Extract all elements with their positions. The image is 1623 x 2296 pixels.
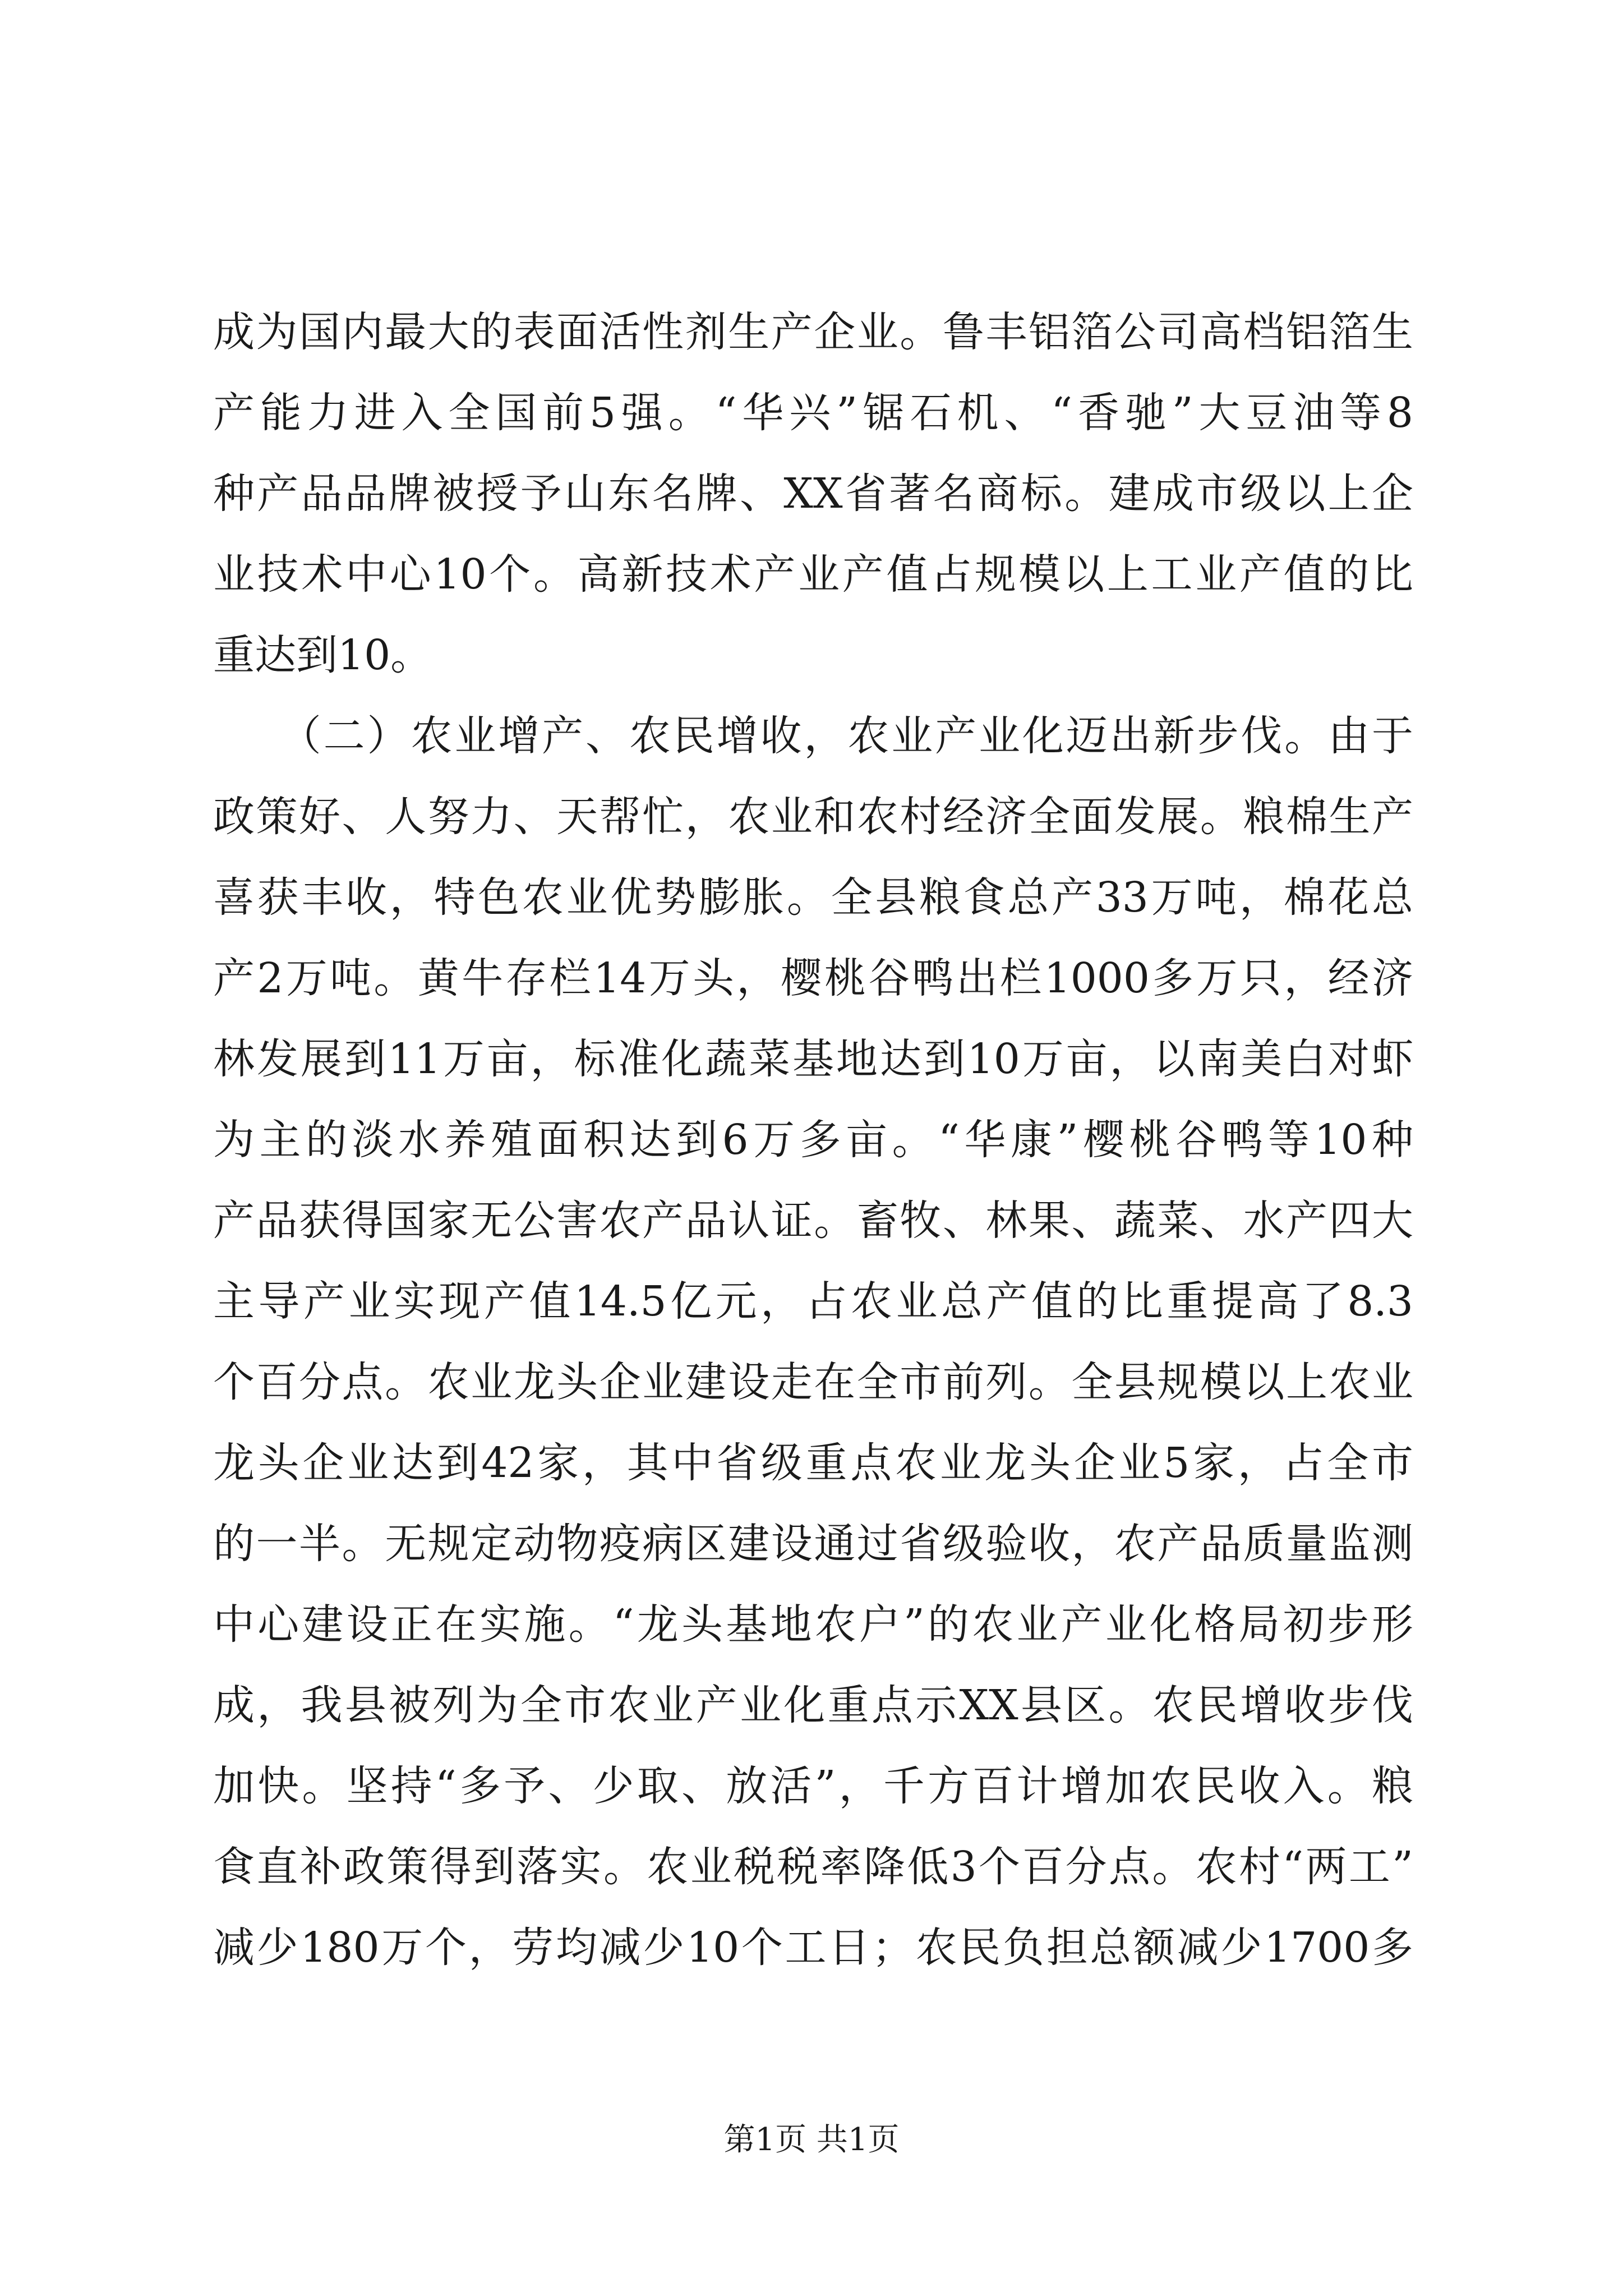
- text-line: 喜获丰收，特色农业优势膨胀。全县粮食总产33万吨，棉花总: [213, 873, 1413, 922]
- text-line: 业技术中心10个。高新技术产业产值占规模以上工业产值的比: [213, 550, 1413, 599]
- text-line: 重达到10。: [213, 631, 432, 679]
- text-line: 的一半。无规定动物疫病区建设通过省级验收，农产品质量监测: [213, 1520, 1413, 1568]
- text-line: 产2万吨。黄牛存栏14万头，樱桃谷鸭出栏1000多万只，经济: [213, 954, 1413, 1002]
- text-line: 主导产业实现产值14.5亿元，占农业总产值的比重提高了8.3: [213, 1277, 1413, 1326]
- text-line: 成为国内最大的表面活性剂生产企业。鲁丰铝箔公司高档铝箔生: [213, 308, 1413, 356]
- body-text: [213, 292, 1413, 1988]
- text-line: 食直补政策得到落实。农业税税率降低3个百分点。农村“两工”: [213, 1843, 1413, 1891]
- text-line: 减少180万个，劳均减少10个工日；农民负担总额减少1700多: [213, 1924, 1413, 1972]
- text-line: 中心建设正在实施。“龙头基地农户”的农业产业化格局初步形: [213, 1600, 1413, 1649]
- text-line: 产品获得国家无公害农产品认证。畜牧、林果、蔬菜、水产四大: [213, 1197, 1413, 1245]
- text-line: 种产品品牌被授予山东名牌、XX省著名商标。建成市级以上企: [213, 470, 1413, 518]
- page-footer: 第1页 共1页: [723, 2122, 900, 2158]
- text-line: 政策好、人努力、天帮忙，农业和农村经济全面发展。粮棉生产: [213, 793, 1413, 841]
- text-line: 林发展到11万亩，标准化蔬菜基地达到10万亩，以南美白对虾: [213, 1035, 1413, 1083]
- text-line: 加快。坚持“多予、少取、放活”，千方百计增加农民收入。粮: [213, 1762, 1413, 1810]
- text-line: 个百分点。农业龙头企业建设走在全市前列。全县规模以上农业: [213, 1358, 1413, 1406]
- text-line: （二）农业增产、农民增收，农业产业化迈出新步伐。由于: [213, 712, 1413, 760]
- text-line: 龙头企业达到42家，其中省级重点农业龙头企业5家，占全市: [213, 1439, 1413, 1487]
- text-line: 产能力进入全国前5强。“华兴”锯石机、“香驰”大豆油等8: [213, 389, 1413, 437]
- text-line: 成，我县被列为全市农业产业化重点示XX县区。农民增收步伐: [213, 1681, 1413, 1729]
- paragraph-1: [213, 292, 1413, 696]
- text-line: 为主的淡水养殖面积达到6万多亩。“华康”樱桃谷鸭等10种: [213, 1116, 1413, 1164]
- paragraph-2: [213, 696, 1413, 1988]
